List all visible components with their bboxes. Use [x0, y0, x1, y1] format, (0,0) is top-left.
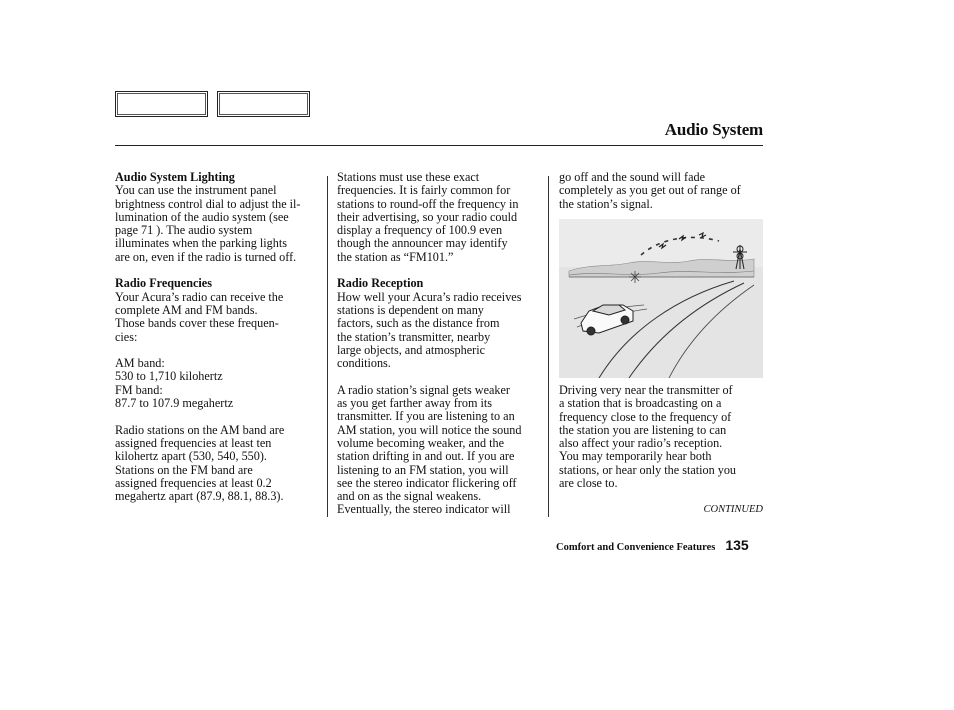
paragraph-bands: AM band: 530 to 1,710 kilohertz FM band: 87.7 to 107.9 megahertz [115, 356, 234, 411]
paragraph-station-spacing: Radio stations on the AM band are assigned frequencies at least ten kilohertz apart (530, 540, 550). Stations on the FM band are assigned frequencies at least 0.2 megahertz apart (87.9, 88.1, 88.3). [115, 422, 285, 504]
paragraph-lighting: You can use the instrument panel brightness control dial to adjust the il- lumination of the audio system (see page 71 ). The audio system illuminates when the parking lights are on, even if the radio is turned off. [115, 183, 301, 264]
column-3-lower [559, 384, 764, 490]
column-divider-1 [327, 176, 328, 517]
paragraph-signal-weaker: A radio station’s signal gets weaker as you get farther away from its transmitter. If you are listening to an AM station, you will notice the sound volume becoming weaker, and the station drifting in and out. If you are listening to an FM station, you will see the stereo indicator flickering off and on as the signal weakens. Eventually, the stereo indicator will [337, 382, 522, 517]
header-rule [115, 145, 763, 146]
nav-button-1[interactable] [115, 91, 208, 117]
page-title: Audio System [664, 120, 763, 139]
paragraph-frequencies: Your Acura’s radio can receive the complete AM and FM bands. Those bands cover these frequen- cies: [115, 289, 284, 344]
column-2 [337, 171, 543, 517]
continued-label: CONTINUED [703, 504, 763, 515]
car-radio-signal-illustration [559, 219, 763, 378]
column-1 [115, 171, 323, 503]
paragraph-near-transmitter: Driving very near the transmitter of a station that is broadcasting on a frequency close to the frequency of the station you are listening to can also affect your radio’s reception. You may temporarily hear both stations, or hear only the station you are close to. [559, 383, 737, 491]
nav-button-2[interactable] [217, 91, 310, 117]
page-footer [556, 537, 749, 553]
heading-radio-frequencies: Radio Frequencies [115, 276, 212, 291]
column-3 [559, 171, 764, 211]
footer-section: Comfort and Convenience Features [556, 542, 716, 553]
paragraph-reception: How well your Acura’s radio receives stations is dependent on many factors, such as the distance from the station’s transmitter, nearby large objects, and atmospheric conditions. [337, 289, 522, 371]
heading-audio-system-lighting: Audio System Lighting [115, 170, 235, 184]
paragraph-exact-frequencies: Stations must use these exact frequencies. It is fairly common for stations to round-off the frequency in their advertising, so your radio could display a frequency of 100.9 even though the announcer may identify the station as “FM101.” [337, 170, 519, 264]
heading-radio-reception: Radio Reception [337, 276, 424, 291]
page-number: 135 [725, 537, 749, 553]
column-divider-2 [548, 176, 549, 517]
paragraph-fade: go off and the sound will fade completely as you get out of range of the station’s signal. [559, 170, 741, 211]
